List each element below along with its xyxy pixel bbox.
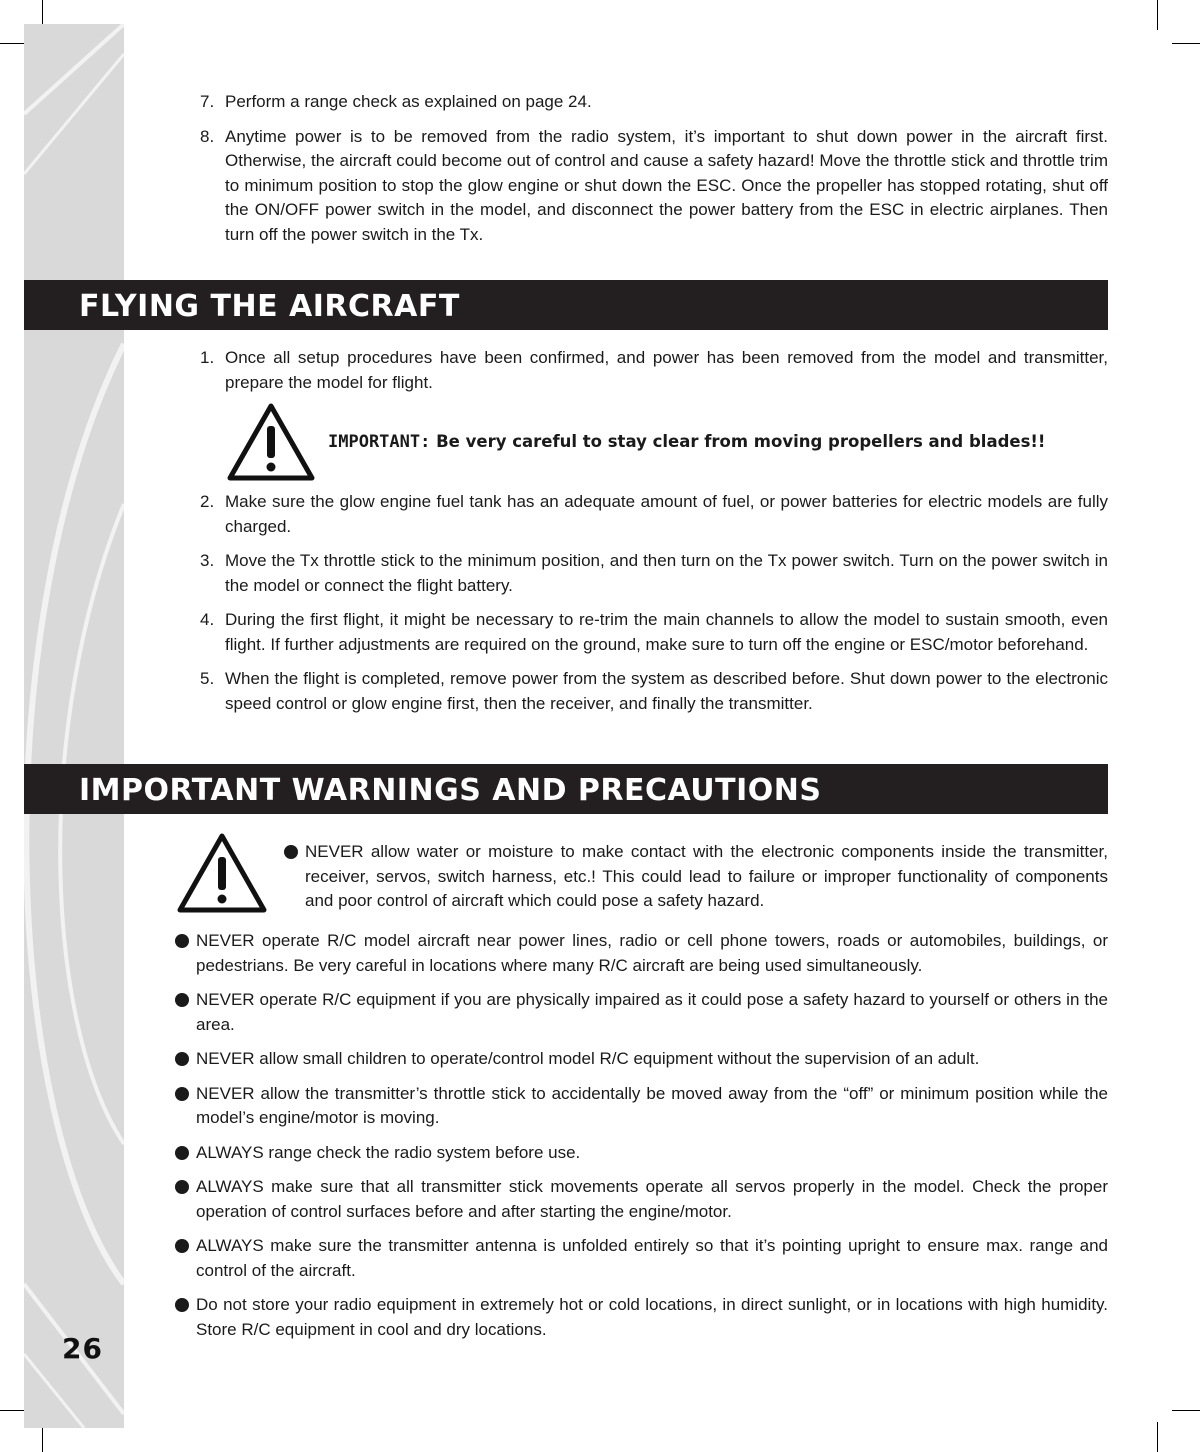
flying-steps-1	[200, 346, 1108, 395]
important-label: IMPORTANT:	[328, 432, 431, 452]
important-text: Be very careful to stay clear from moving propellers and blades!!	[436, 432, 1046, 451]
list-item	[200, 549, 1108, 598]
bullet-icon	[175, 993, 189, 1007]
list-item	[175, 1141, 1108, 1166]
list-item	[200, 90, 1108, 115]
item-number: 5.	[200, 669, 215, 688]
list-item	[200, 490, 1108, 539]
intro-steps	[200, 90, 1108, 247]
warning-triangle-icon	[226, 402, 316, 482]
item-text: Make sure the glow engine fuel tank has an adequate amount of fuel, or power batteries for electric models are fully charged.	[225, 492, 1108, 536]
warnings-list-top	[284, 840, 1108, 914]
section-heading-warnings	[24, 764, 1108, 814]
flying-steps-2	[200, 490, 1108, 716]
bullet-icon	[175, 1239, 189, 1253]
crop-mark	[1172, 43, 1200, 44]
bullet-icon	[175, 1298, 189, 1312]
bullet-icon	[175, 1180, 189, 1194]
decorative-arcs	[24, 24, 124, 1428]
list-item	[175, 929, 1108, 978]
item-text: Once all setup procedures have been confirmed, and power has been removed from the model and transmitter, prepare the model for flight.	[225, 348, 1108, 392]
item-text: Move the Tx throttle stick to the minimum position, and then turn on the Tx power switch. Turn on the power switch in the model or connect the flight battery.	[225, 551, 1108, 595]
list-item	[284, 840, 1108, 914]
bullet-icon	[284, 845, 298, 859]
item-number: 3.	[200, 551, 215, 570]
list-item	[200, 125, 1108, 248]
warning-triangle-icon	[176, 832, 268, 914]
list-item	[175, 1293, 1108, 1342]
item-text: Do not store your radio equipment in extremely hot or cold locations, in direct sunlight, or in locations with high humidity. Store R/C equipment in cool and dry locations.	[196, 1295, 1108, 1339]
item-number: 8.	[200, 126, 215, 146]
item-text: Perform a range check as explained on page 24.	[225, 92, 592, 111]
crop-mark	[1157, 1422, 1158, 1452]
item-text: During the first flight, it might be necessary to re-trim the main channels to allow the model to sustain smooth, even flight. If further adjustments are required on the ground, make sure to turn off the engine or ESC/motor beforehand.	[225, 610, 1108, 654]
item-text: NEVER allow water or moisture to make contact with the electronic components inside the transmitter, receiver, servos, switch harness, etc.! This could lead to failure or improper functionality of components and poor control of aircraft which could pose a safety hazard.	[305, 842, 1108, 910]
item-text: NEVER allow small children to operate/control model R/C equipment without the supervision of an adult.	[196, 1049, 980, 1068]
item-text: When the flight is completed, remove power from the system as described before. Shut down power to the electronic speed control or glow engine first, then the receiver, and finally the transmitter.	[225, 669, 1108, 713]
crop-mark	[1157, 0, 1158, 30]
list-item	[175, 1175, 1108, 1224]
crop-mark	[1172, 1410, 1200, 1411]
item-number: 2.	[200, 492, 215, 511]
bullet-icon	[175, 1087, 189, 1101]
item-text: ALWAYS make sure the transmitter antenna is unfolded entirely so that it’s pointing upright to ensure max. range and control of the aircraft.	[196, 1236, 1108, 1280]
item-text: ALWAYS range check the radio system before use.	[196, 1142, 581, 1162]
section-heading-text: FLYING THE AIRCRAFT	[79, 289, 460, 324]
list-item	[200, 346, 1108, 395]
list-item	[200, 667, 1108, 716]
important-notice	[328, 432, 1045, 452]
item-number: 7.	[200, 92, 215, 111]
section-heading-flying	[24, 280, 1108, 330]
warnings-list	[175, 929, 1108, 1342]
page-number: 26	[62, 1332, 103, 1365]
crop-mark	[0, 43, 26, 44]
crop-mark	[0, 1410, 26, 1411]
section-heading-text: IMPORTANT WARNINGS AND PRECAUTIONS	[79, 773, 822, 808]
item-number: 1.	[200, 348, 215, 367]
bullet-icon	[175, 1146, 189, 1160]
item-text: NEVER allow the transmitter’s throttle stick to accidentally be moved away from the “off” or minimum position while the model’s engine/motor is moving.	[196, 1083, 1108, 1127]
bullet-icon	[175, 934, 189, 948]
list-item	[175, 1047, 1108, 1072]
list-item	[175, 1234, 1108, 1283]
item-text: ALWAYS make sure that all transmitter stick movements operate all servos properly in the model. Check the proper operation of control surfaces before and after starting the engine/motor.	[196, 1177, 1108, 1221]
item-text: NEVER operate R/C model aircraft near power lines, radio or cell phone towers, roads or automobiles, buildings, or pedestrians. Be very careful in locations where many R/C aircraft are being used simultaneously.	[196, 931, 1108, 975]
side-strip	[24, 24, 124, 1428]
list-item	[175, 988, 1108, 1037]
item-number: 4.	[200, 610, 215, 629]
item-text: Anytime power is to be removed from the radio system, it’s important to shut down power in the aircraft first. Otherwise, the aircraft could become out of control and cause a safety hazard! Move the throttle stick and throttle trim to minimum position to stop the glow engine or shut down the ESC. Once the propeller has stopped rotating, shut off the ON/OFF power switch in the model, and disconnect the power battery from the ESC in electric airplanes. Then turn off the power switch in the Tx.	[225, 126, 1108, 244]
list-item	[175, 1082, 1108, 1131]
list-item	[200, 608, 1108, 657]
item-text: NEVER operate R/C equipment if you are physically impaired as it could pose a safety hazard to yourself or others in the area.	[196, 990, 1108, 1034]
bullet-icon	[175, 1052, 189, 1066]
